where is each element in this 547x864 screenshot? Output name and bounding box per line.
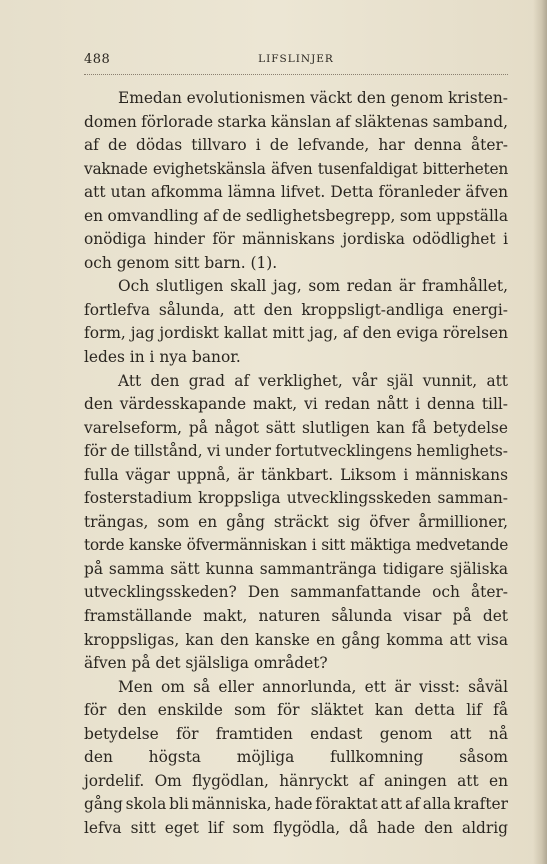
text-line: Och slutligen skall jag, som redan är framhållet, xyxy=(118,277,508,296)
text-line: jordelif. Om flygödlan, hänryckt af aningen att en xyxy=(84,771,508,790)
page-header xyxy=(84,52,508,72)
text-line: form, jag jordiskt kallat mitt jag, af den eviga rörelsen xyxy=(84,324,508,343)
text-line: för de tillstånd, vi under fortutvecklingens hemlighets- xyxy=(84,442,508,461)
body-text xyxy=(84,87,508,841)
text-line: den högsta möjliga fullkomning såsom xyxy=(84,748,508,767)
text-line: Emedan evolutionismen väckt den genom kristen- xyxy=(118,89,508,107)
text-line: för den enskilde som för släktet kan detta lif få xyxy=(84,701,508,720)
text-line: ledes in i nya banor. xyxy=(84,348,241,367)
text-line: onödiga hinder för människans jordiska odödlighet i xyxy=(84,230,508,249)
text-line: domen förlorade starka känslan af släktenas samband, xyxy=(84,112,508,131)
text-line: en omvandling af de sedlighetsbegrepp, som uppställa xyxy=(84,206,508,225)
page-number: 488 xyxy=(84,52,111,67)
text-line: Att den grad af verklighet, vår själ vunnit, att xyxy=(118,371,508,390)
text-line: lefva sitt eget lif som flygödla, då hade den aldrig xyxy=(84,818,508,837)
text-line: trängas, som en gång sträckt sig öfver årmillioner, xyxy=(84,512,508,531)
text-line: af de dödas tillvaro i de lefvande, har denna åter- xyxy=(84,136,508,155)
text-line: varelseform, på något sätt slutligen kan få betydelse xyxy=(84,418,508,437)
header-rule xyxy=(84,74,508,75)
text-line: gång skola bli människa, hade föraktat att af alla krafter xyxy=(84,795,508,814)
running-head: LIFSLINJER xyxy=(258,53,334,65)
text-line: att utan afkomma lämna lifvet. Detta föranleder äfven xyxy=(84,183,508,202)
text-line: på samma sätt kunna sammantränga tidigare själiska xyxy=(84,559,508,578)
text-line: fosterstadium kroppsliga utvecklingsskeden samman- xyxy=(84,489,508,508)
page-edge-shadow xyxy=(533,0,547,864)
text-line: den värdesskapande makt, vi redan nått i denna till- xyxy=(84,395,508,414)
text-line: fortlefva sålunda, att den kroppsligt-andliga energi- xyxy=(84,300,508,319)
text-line: och genom sitt barn. (1). xyxy=(84,253,278,272)
text-line: äfven på det själsliga området? xyxy=(84,654,328,673)
text-line: kroppsligas, kan den kanske en gång komma att visa xyxy=(84,630,508,649)
text-line: torde kanske öfvermänniskan i sitt mäktiga medvetande xyxy=(84,536,508,555)
text-line: vaknade evighetskänsla äfven tusenfaldigat bitterheten xyxy=(84,159,508,178)
text-line: betydelse för framtiden endast genom att nå xyxy=(84,724,508,743)
text-line: utvecklingsskeden? Den sammanfattande och åter- xyxy=(84,583,508,602)
text-line: fulla vägar uppnå, är tänkbart. Liksom i människans xyxy=(84,465,508,484)
text-line: framställande makt, naturen sålunda visar på det xyxy=(84,607,508,626)
text-line: Men om så eller annorlunda, ett är visst: såväl xyxy=(118,677,508,696)
